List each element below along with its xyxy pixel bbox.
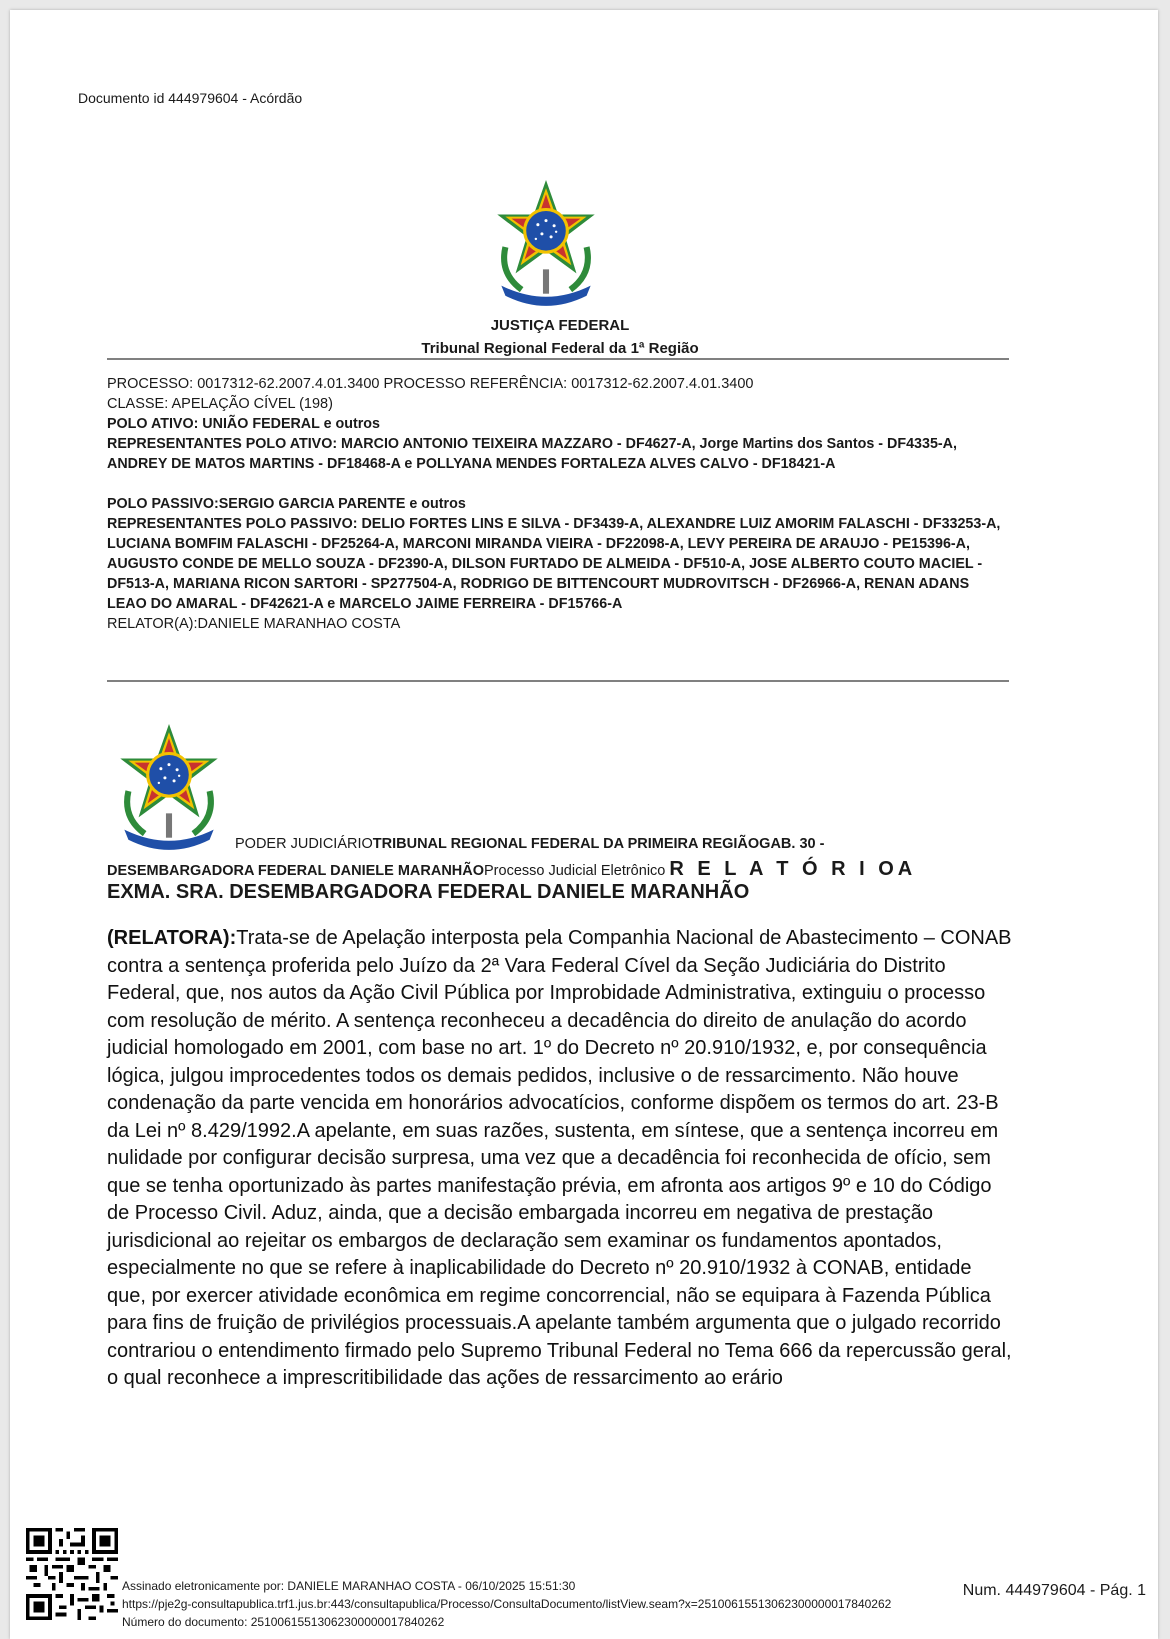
relatora-label: (RELATORA): [107, 927, 237, 949]
representantes-ativo: REPRESENTANTES POLO ATIVO: MARCIO ANTONIO TEIXEIRA MAZZARO - DF4627-A, Jorge Martins dos Santos - DF4335-A, ANDREY DE MATOS MARTINS - DF18468-A e POLLYANA MENDES FORTALEZA ALVES CALVO - DF18421-A [107, 436, 957, 472]
tribunal-label: TRIBUNAL REGIONAL FEDERAL DA PRIMEIRA REGIÃOGAB. 30 - [372, 836, 825, 852]
classe-line: CLASSE: APELAÇÃO CÍVEL (198) [107, 396, 333, 412]
section-header [107, 836, 1012, 904]
processo-line: PROCESSO: 0017312-62.2007.4.01.3400 PROCESSO REFERÊNCIA: 0017312-62.2007.4.01.3400 [107, 376, 754, 392]
relator-line: RELATOR(A):DANIELE MARANHAO COSTA [107, 616, 401, 632]
header-subtitle: Tribunal Regional Federal da 1ª Região [421, 340, 699, 357]
desembargadora-label: DESEMBARGADORA FEDERAL DANIELE MARANHÃO [107, 863, 485, 879]
processo-eletronico-label: Processo Judicial Eletrônico [484, 863, 670, 879]
document-url[interactable]: https://pje2g-consultapublica.trf1.jus.br:443/consultapublica/Processo/ConsultaDocumento/listView.seam?x=25100615513062300000017840262 [122, 1597, 892, 1611]
document-number: Número do documento: 25100615513062300000017840262 [122, 1615, 445, 1629]
header-divider [107, 358, 1009, 360]
info-divider [107, 680, 1009, 682]
polo-ativo: POLO ATIVO: UNIÃO FEDERAL e outros [107, 416, 380, 432]
exma-line: EXMA. SRA. DESEMBARGADORA FEDERAL DANIELE MARANHÃO [107, 881, 750, 903]
representantes-passivo: REPRESENTANTES POLO PASSIVO: DELIO FORTES LINS E SILVA - DF3439-A, ALEXANDRE LUIZ AMORIM FALASCHI - DF33253-A, LUCIANA BOMFIM FALASCHI - DF25264-A, MARCONI MIRANDA VIEIRA - DF22098-A, LEVY PEREIRA DE ARAUJO - PE15396-A, AUGUSTO CONDE DE MELLO SOUZA - DF2390-A, DILSON FURTADO DE ALMEIDA - DF510-A, JOSE ALBERTO COUTO MACIEL - DF513-A, MARIANA RICON SARTORI - SP277504-A, RODRIGO DE BITTENCOURT MUDROVITSCH - DF26966-A, RENAN ADANS LEAO DO AMARAL - DF42621-A e MARCELO JAIME FERREIRA - DF15766-A [107, 516, 1001, 612]
signed-line: Assinado eletronicamente por: DANIELE MARANHAO COSTA - 06/10/2025 15:51:30 [122, 1579, 576, 1593]
relatorio-suffix: A [897, 858, 913, 880]
document-page [10, 10, 1158, 1639]
polo-passivo: POLO PASSIVO:SERGIO GARCIA PARENTE e outros [107, 496, 466, 512]
relatorio-body [107, 925, 1015, 1393]
qr-code-icon [26, 1528, 118, 1620]
case-info [107, 374, 1012, 634]
header-title: JUSTIÇA FEDERAL [490, 317, 630, 334]
poder-line [107, 836, 1012, 852]
brasao-icon [485, 176, 607, 314]
relatorio-heading: R E L A T Ó R I O [669, 858, 898, 880]
desembargadora-line [107, 858, 1012, 881]
poder-label: PODER JUDICIÁRIO [235, 836, 373, 852]
signature-footer [122, 1577, 891, 1631]
relatorio-text: Trata-se de Apelação interposta pela Companhia Nacional de Abastecimento – CONAB contra a sentença proferida pelo Juízo da 2ª Vara Federal Cível da Seção Judiciária do Distrito Federal, que, nos autos da Ação Civil Pública por Improbidade Administrativa, extinguiu o processo com resolução de mérito. A sentença reconheceu a decadência do direito de anulação do acordo judicial homologado em 2001, com base no art. 1º do Decreto nº 20.910/1932, e, por consequência lógica, julgou improcedentes todos os demais pedidos, inclusive o de ressarcimento. Não houve condenação da parte vencida em honorários advocatícios, conforme dispõem os termos do art. 23-B da Lei nº 8.429/1992.A apelante, em suas razões, sustenta, em síntese, que a sentença incorreu em nulidade por configurar decisão surpresa, uma vez que a decadência foi reconhecida de ofício, sem que se tenha oportunizado às partes manifestação prévia, em afronta aos artigos 9º e 10 do Código de Processo Civil. Aduz, ainda, que a decisão embargada incorreu em negativa de prestação jurisdicional ao rejeitar os embargos de declaração sem examinar os fundamentos apontados, especialmente no que se refere à inaplicabilidade do Decreto nº 20.910/1932 à CONAB, entidade que, por exercer atividade econômica em regime concorrencial, não se equipara à Fazenda Pública para fins de fruição de privilégios processuais.A apelante também argumenta que o julgado recorrido contrariou o entendimento firmado pelo Supremo Tribunal Federal no Tema 666 da repercussão geral, o qual reconhece a imprescritibilidade das ações de ressarcimento ao erário [107, 927, 1012, 1389]
page-number: Num. 444979604 - Pág. 1 [962, 1582, 1146, 1599]
document-id: Documento id 444979604 - Acórdão [78, 90, 303, 106]
